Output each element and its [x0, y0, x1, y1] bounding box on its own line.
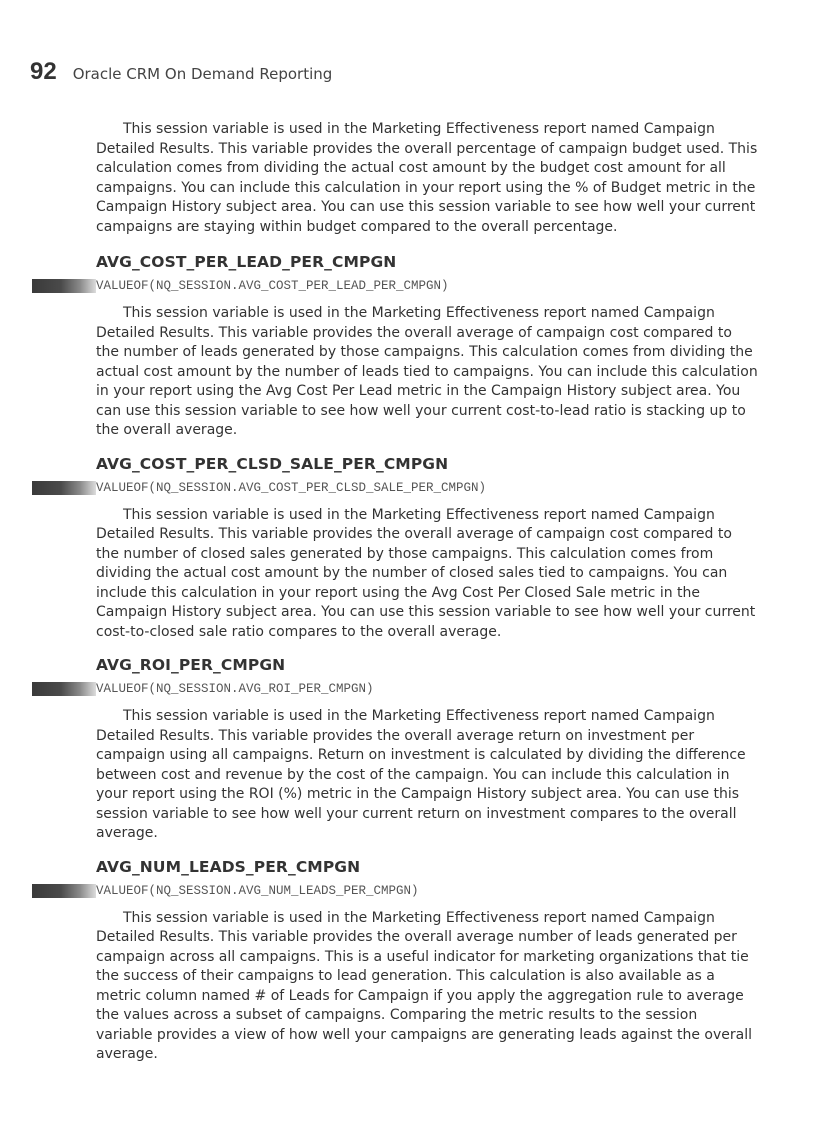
- code-text: VALUEOF(NQ_SESSION.AVG_NUM_LEADS_PER_CMPGN): [96, 883, 419, 898]
- section-avg-num-leads: [96, 858, 758, 1065]
- section-avg-cost-per-lead: [96, 253, 758, 441]
- section-paragraph: This session variable is used in the Marketing Effectiveness report named Campaign Detailed Results. This variable provides the overall average return on investment per campaign using all campaigns. Return on investment is calculated by dividing the difference between cost and revenue by the cost of the campaign. You can include this calculation in your report using the ROI (%) metric in the Campaign History subject area. You can use this session variable to see how well your current return on investment compares to the overall average.: [96, 708, 746, 841]
- code-text: VALUEOF(NQ_SESSION.AVG_ROI_PER_CMPGN): [96, 682, 374, 696]
- section-heading: AVG_COST_PER_CLSD_SALE_PER_CMPGN: [96, 454, 449, 473]
- code-snippet: [96, 681, 758, 697]
- section-paragraph: This session variable is used in the Marketing Effectiveness report named Campaign Detailed Results. This variable provides the overall average of campaign cost compared to the number of leads generated by those campaigns. This calculation comes from dividing the actual cost amount by the number of leads tied to campaigns. You can include this calculation in your report using the Avg Cost Per Lead metric in the Campaign History subject area. You can use this session variable to see how well your current cost-to-lead ratio is stacking up to the overall average.: [96, 305, 758, 438]
- running-header: [30, 58, 332, 92]
- intro-paragraph: This session variable is used in the Marketing Effectiveness report named Campaign Detailed Results. This variable provides the overall percentage of campaign budget used. This calculation comes from dividing the actual cost amount by the budget cost amount for all campaigns. You can include this calculation in your report using the % of Budget metric in the Campaign History subject area. You can use this session variable to see how well your current campaigns are staying within budget compared to the overall percentage.: [96, 121, 758, 235]
- code-text: VALUEOF(NQ_SESSION.AVG_COST_PER_CLSD_SALE_PER_CMPGN): [96, 480, 487, 495]
- section-avg-cost-per-clsd-sale: [96, 455, 758, 643]
- code-marker-bar: [32, 279, 96, 293]
- section-paragraph: This session variable is used in the Marketing Effectiveness report named Campaign Detailed Results. This variable provides the overall average of campaign cost compared to the number of closed sales generated by those campaigns. This calculation comes from dividing the actual cost amount by the number of closed sales tied to campaigns. You can include this calculation in your report using the Avg Cost Per Closed Sale metric in the Campaign History subject area. You can use this session variable to see how well your current cost-to-closed sale ratio compares to the overall average.: [96, 506, 756, 640]
- section-paragraph: This session variable is used in the Marketing Effectiveness report named Campaign Detailed Results. This variable provides the overall average number of leads generated per campaign across all campaigns. This is a useful indicator for marketing organizations that tie the success of their campaigns to lead generation. This calculation is also available as a metric column named # of Leads for Campaign if you apply the aggregation rule to average the values across a subset of campaigns. Comparing the metric results to the session variable provides a view of how well your campaigns are generating leads against the overall average.: [96, 909, 753, 1062]
- section-heading: AVG_NUM_LEADS_PER_CMPGN: [96, 857, 361, 876]
- code-marker-bar: [32, 682, 96, 696]
- page-number: 92: [30, 58, 57, 85]
- code-snippet: [96, 480, 758, 496]
- section-heading: AVG_ROI_PER_CMPGN: [96, 656, 286, 674]
- page-body: [96, 120, 758, 1065]
- code-marker-bar: [32, 884, 96, 898]
- code-text: VALUEOF(NQ_SESSION.AVG_COST_PER_LEAD_PER_CMPGN): [96, 279, 449, 293]
- code-marker-bar: [32, 481, 96, 495]
- section-heading: AVG_COST_PER_LEAD_PER_CMPGN: [96, 253, 397, 271]
- book-title: Oracle CRM On Demand Reporting: [72, 65, 333, 83]
- section-avg-roi: [96, 656, 758, 844]
- code-snippet: [96, 278, 758, 294]
- code-snippet: [96, 883, 758, 899]
